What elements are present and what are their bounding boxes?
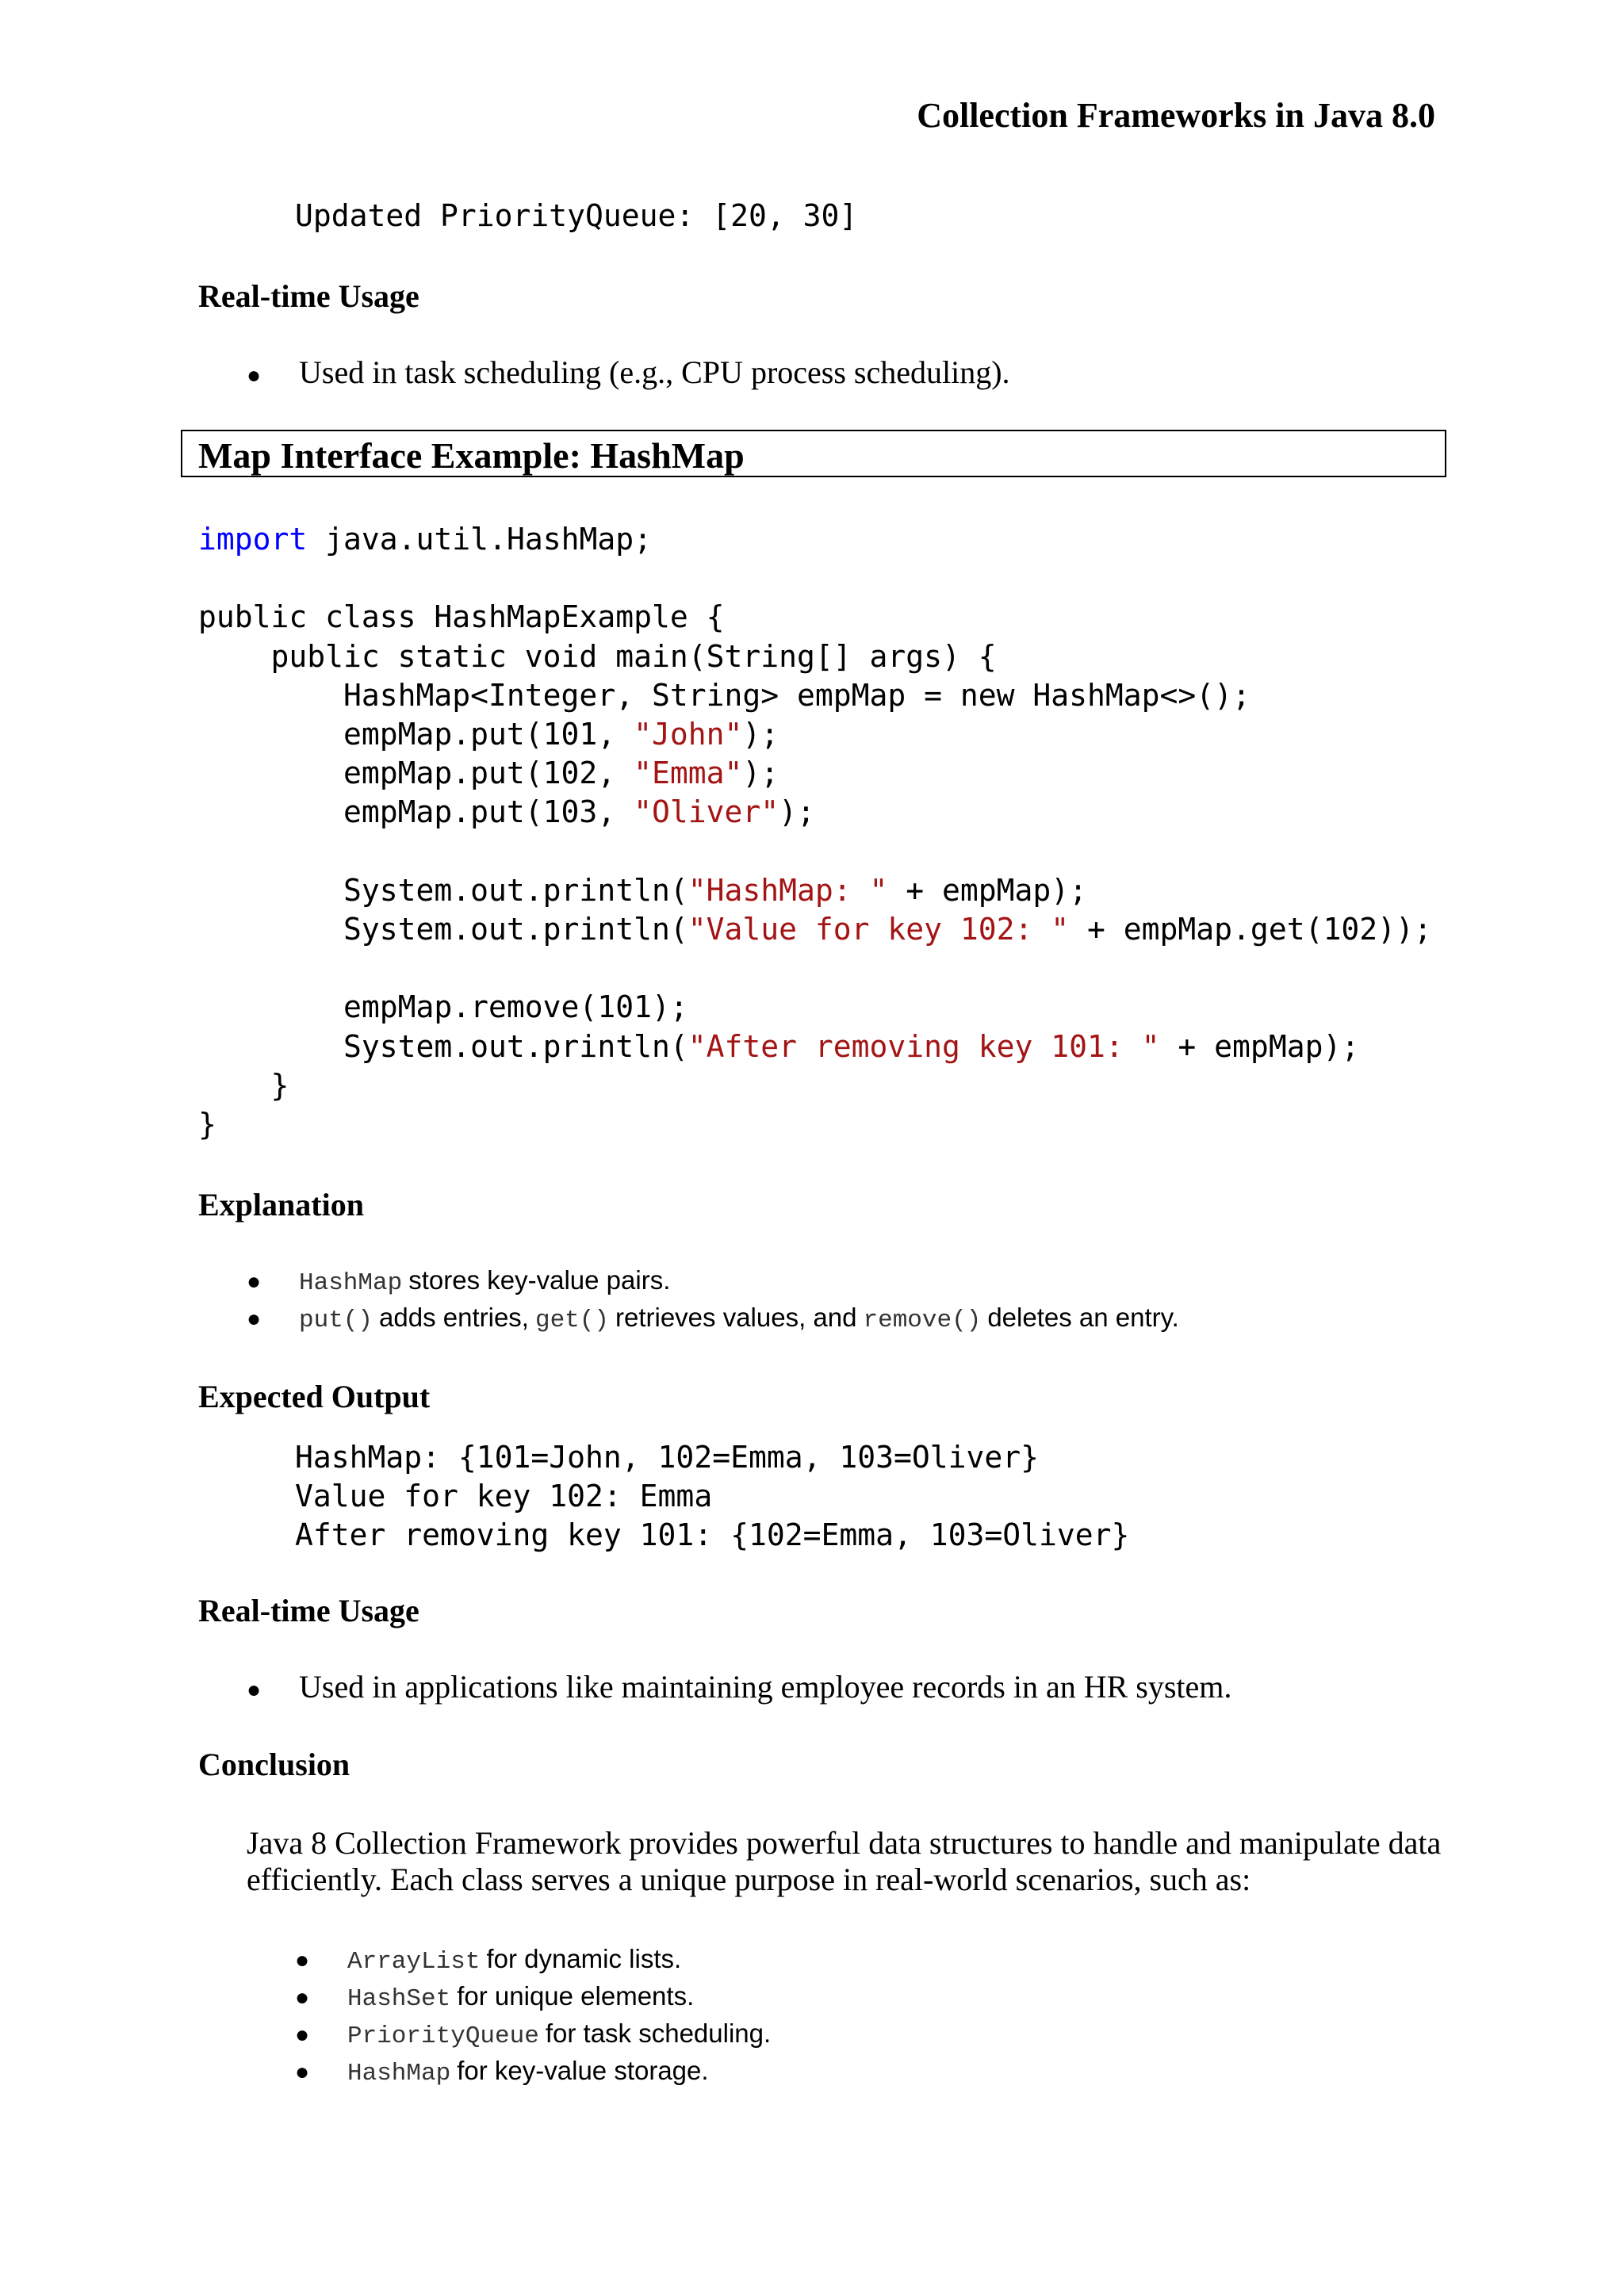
code-text: ); — [742, 717, 779, 752]
bullet-icon: ● — [247, 362, 262, 388]
code-line: HashMap<Integer, String> empMap = new HashMap<>(); — [198, 677, 1251, 713]
bullet-icon: ● — [295, 1947, 310, 1973]
conclusion-item — [295, 1981, 694, 2013]
code-text: ); — [742, 756, 779, 791]
bullet-icon: ● — [247, 1269, 262, 1295]
expected-output-heading: Expected Output — [198, 1379, 431, 1414]
code-line: } — [198, 1107, 216, 1142]
code-text: empMap.put(103, — [198, 794, 634, 830]
bullet-text: adds entries, — [379, 1303, 529, 1332]
inline-code: HashSet — [347, 1985, 451, 2013]
bullet-text: deletes an entry. — [987, 1303, 1179, 1332]
bullet-text: Used in task scheduling (e.g., CPU process scheduling). — [299, 354, 1010, 390]
bullet-icon: ● — [295, 2059, 310, 2085]
item-text: for dynamic lists. — [486, 1944, 682, 1973]
inline-code: get() — [534, 1307, 609, 1334]
pq-usage-bullet — [247, 354, 1010, 391]
code-string: "John" — [634, 717, 743, 752]
bullet-icon: ● — [295, 1984, 310, 2011]
conclusion-item — [295, 1944, 681, 1976]
code-text: System.out.println( — [198, 1028, 688, 1064]
code-text: + empMap); — [887, 872, 1088, 908]
code-text: java.util.HashMap; — [307, 522, 652, 557]
bullet-text: Used in applications like maintaining employee records in an HR system. — [299, 1669, 1232, 1705]
running-header: Collection Frameworks in Java 8.0 — [917, 96, 1435, 135]
code-text: + empMap.get(102)); — [1069, 912, 1432, 947]
map-usage-heading: Real-time Usage — [198, 1593, 419, 1628]
expected-output-line: After removing key 101: {102=Emma, 103=Oliver} — [295, 1517, 1130, 1552]
code-keyword: import — [198, 522, 308, 557]
map-section-heading-box — [181, 430, 1446, 477]
code-string: "After removing key 101: " — [688, 1028, 1160, 1064]
bullet-text: stores key-value pairs. — [408, 1265, 671, 1295]
code-string: "Oliver" — [634, 794, 779, 830]
bullet-icon: ● — [247, 1306, 262, 1332]
pq-usage-heading: Real-time Usage — [198, 278, 419, 314]
item-text: for unique elements. — [457, 1981, 695, 2011]
code-line: public class HashMapExample { — [198, 599, 725, 635]
code-text: ); — [779, 794, 815, 830]
conclusion-item — [295, 2019, 771, 2050]
explanation-bullet — [247, 1303, 1179, 1334]
code-text: empMap.put(102, — [198, 756, 634, 791]
item-text: for task scheduling. — [545, 2019, 772, 2048]
bullet-icon: ● — [247, 1677, 262, 1703]
map-section-heading: Map Interface Example: HashMap — [198, 435, 745, 476]
code-text: System.out.println( — [198, 872, 688, 908]
explanation-heading: Explanation — [198, 1187, 364, 1223]
code-string: "Emma" — [634, 756, 743, 791]
inline-code: HashMap — [347, 2060, 451, 2087]
inline-code: HashMap — [299, 1269, 403, 1297]
code-text: empMap.put(101, — [198, 717, 634, 752]
code-line: empMap.remove(101); — [198, 989, 688, 1025]
code-block — [198, 520, 1432, 1144]
bullet-text: retrieves values, and — [615, 1303, 857, 1332]
code-string: "HashMap: " — [688, 872, 888, 908]
inline-code: put() — [299, 1307, 373, 1334]
conclusion-heading: Conclusion — [198, 1747, 350, 1782]
code-text: + empMap); — [1159, 1028, 1360, 1064]
bullet-icon: ● — [295, 2022, 310, 2048]
explanation-bullet — [247, 1265, 670, 1297]
conclusion-paragraph: Java 8 Collection Framework provides powerful data structures to handle and manipulate data efficiently. Each class serves a unique purpose in real-world scenarios, such as: — [247, 1825, 1442, 1897]
pq-output-line: Updated PriorityQueue: [20, 30] — [295, 198, 858, 233]
item-text: for key-value storage. — [457, 2056, 709, 2085]
inline-code: PriorityQueue — [347, 2022, 539, 2050]
code-line: public static void main(String[] args) { — [198, 638, 997, 674]
expected-output-line: Value for key 102: Emma — [295, 1479, 713, 1513]
code-text: System.out.println( — [198, 912, 688, 947]
code-line: } — [198, 1067, 289, 1103]
map-usage-bullet — [247, 1668, 1231, 1705]
inline-code: remove() — [863, 1307, 982, 1334]
expected-output-line: HashMap: {101=John, 102=Emma, 103=Oliver} — [295, 1440, 1039, 1475]
code-string: "Value for key 102: " — [688, 912, 1070, 947]
inline-code: ArrayList — [347, 1948, 481, 1976]
conclusion-item — [295, 2056, 709, 2087]
